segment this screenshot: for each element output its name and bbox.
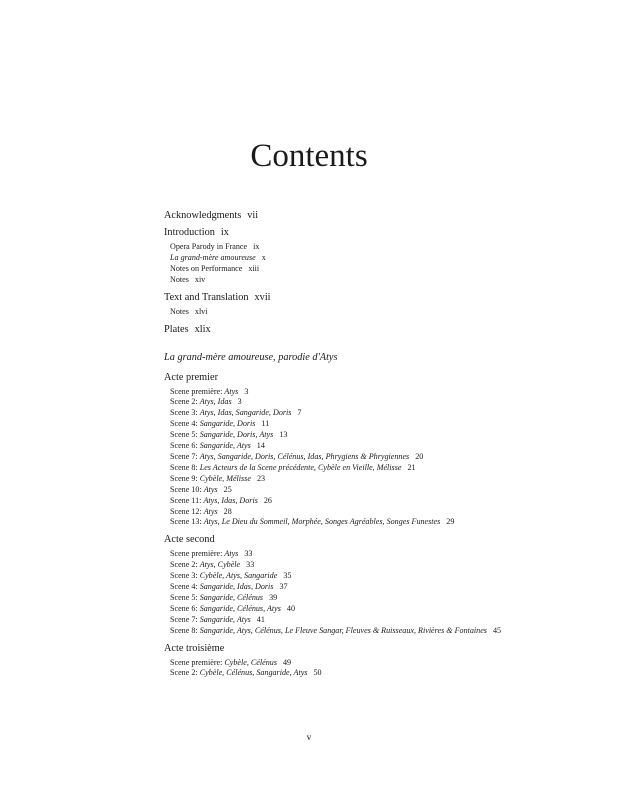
- work-title: La grand-mère amoureuse, parodie d'Atys: [164, 351, 338, 363]
- scene-characters: Atys: [203, 506, 218, 516]
- entry-page: vii: [247, 210, 259, 221]
- scene-label: Scene 12:: [170, 506, 202, 516]
- scene-label: Scene 13:: [170, 517, 202, 527]
- scene-entry[interactable]: [164, 463, 584, 474]
- act-heading[interactable]: Acte troisième: [164, 642, 225, 654]
- scene-characters: Cybèle, Célénus, Sangaride, Atys: [199, 668, 308, 678]
- scene-characters: Cybèle, Célénus: [224, 657, 277, 667]
- acts-list: [164, 370, 584, 680]
- scene-page: 29: [446, 517, 455, 527]
- scene-characters: Sangaride, Atys: [199, 441, 251, 451]
- scene-page: 3: [237, 397, 242, 407]
- page-number: v: [306, 733, 312, 743]
- scene-characters: Atys: [224, 549, 239, 559]
- scene-label: Scene 4:: [170, 582, 198, 592]
- scene-label: Scene 6:: [170, 603, 198, 613]
- toc-entry-text-and-translation[interactable]: [164, 290, 584, 306]
- scene-page: 49: [282, 657, 292, 667]
- scene-entry[interactable]: [164, 560, 584, 571]
- scene-entry[interactable]: [164, 668, 584, 679]
- scene-characters: Atys, Cybèle: [199, 560, 241, 570]
- act-heading[interactable]: Acte premier: [164, 371, 219, 383]
- scene-characters: Les Acteurs de la Scene précédente, Cybèle en Vieille, Mélisse: [199, 462, 402, 472]
- toc-entry-introduction[interactable]: [164, 225, 584, 241]
- scene-characters: Sangaride, Doris: [199, 419, 256, 429]
- scene-characters: Sangaride, Célénus: [199, 592, 264, 602]
- toc-subentry[interactable]: Notes xlvi: [170, 306, 208, 316]
- scene-characters: Atys, Sangaride, Doris, Célénus, Idas, Phrygiens & Phrygiennes: [199, 451, 410, 461]
- scene-label: Scene 7:: [170, 451, 198, 461]
- entry-page: xlix: [194, 323, 211, 335]
- scene-label: Scene 10:: [170, 484, 202, 494]
- toc-subentry[interactable]: La grand-mère amoureuse x: [170, 252, 266, 262]
- scene-entry[interactable]: [164, 452, 584, 463]
- scene-page: 40: [286, 603, 296, 613]
- toc-subentry[interactable]: Opera Parody in France ix: [170, 242, 260, 251]
- scene-entry[interactable]: [164, 549, 584, 560]
- scene-entry[interactable]: [164, 441, 584, 452]
- page-title: Contents: [250, 138, 368, 174]
- scene-characters: Sangaride, Atys: [199, 614, 251, 624]
- scene-entry[interactable]: [164, 507, 584, 518]
- scene-label: Scene 3:: [170, 571, 198, 581]
- scene-label: Scene 7:: [170, 614, 198, 624]
- scene-label: Scene 9:: [170, 473, 198, 483]
- scene-label: Scene 2:: [170, 668, 198, 678]
- scene-characters: Atys, Idas, Sangaride, Doris: [199, 408, 292, 418]
- scene-label: Scene 8:: [170, 625, 198, 635]
- entry-label: Acknowledgments: [164, 210, 242, 221]
- scene-characters: Sangaride, Doris, Atys: [199, 430, 274, 440]
- scene-page: 11: [261, 419, 270, 429]
- scene-page: 26: [263, 495, 272, 505]
- scene-label: Scene 5:: [170, 592, 198, 602]
- toc-subentry[interactable]: Notes on Performance xiii: [170, 263, 260, 273]
- entry-label: Introduction: [164, 227, 215, 238]
- scene-characters: Atys, Idas: [199, 397, 232, 407]
- scene-page: 20: [415, 451, 424, 461]
- scene-label: Scene première:: [170, 549, 223, 559]
- scene-characters: Atys: [203, 484, 218, 494]
- scene-entry[interactable]: [164, 658, 584, 669]
- scene-label: Scene première:: [170, 386, 223, 396]
- table-of-contents: [164, 208, 584, 683]
- scene-list: [164, 549, 584, 636]
- scene-entry[interactable]: [164, 419, 584, 430]
- entry-label: Plates: [164, 323, 189, 335]
- scene-entry[interactable]: [164, 571, 584, 582]
- scene-characters: Sangaride, Idas, Doris: [199, 582, 274, 592]
- scene-label: Scene 2:: [170, 397, 198, 407]
- scene-page: 33: [244, 549, 253, 559]
- scene-entry[interactable]: [164, 604, 584, 615]
- scene-page: 13: [279, 430, 288, 440]
- scene-page: 37: [279, 582, 288, 592]
- scene-page: 21: [407, 462, 416, 472]
- scene-entry[interactable]: [164, 485, 584, 496]
- scene-entry[interactable]: [164, 408, 584, 419]
- scene-label: Scene première:: [170, 657, 223, 667]
- scene-characters: Cybèle, Atys, Sangaride: [199, 571, 278, 581]
- scene-page: 41: [256, 614, 265, 624]
- scene-entry[interactable]: [164, 593, 584, 604]
- scene-characters: Atys, Le Dieu du Sommeil, Morphée, Songes Agréables, Songes Funestes: [203, 517, 441, 527]
- scene-entry[interactable]: [164, 582, 584, 593]
- scene-entry[interactable]: [164, 517, 584, 528]
- scene-page: 39: [269, 592, 278, 602]
- scene-page: 33: [246, 560, 255, 570]
- scene-entry[interactable]: [164, 474, 584, 485]
- scene-page: 3: [244, 386, 249, 396]
- scene-label: Scene 6:: [170, 441, 198, 451]
- scene-entry[interactable]: [164, 496, 584, 507]
- scene-entry[interactable]: [164, 626, 512, 637]
- scene-entry[interactable]: [164, 615, 584, 626]
- introduction-subentries: [164, 242, 584, 286]
- scene-characters: Atys, Idas, Doris: [203, 495, 258, 505]
- entry-label: Text and Translation: [164, 291, 249, 303]
- scene-entry[interactable]: [164, 430, 584, 441]
- scene-page: 23: [256, 473, 266, 483]
- scene-label: Scene 11:: [170, 495, 202, 505]
- text-subentries: [164, 307, 584, 318]
- scene-page: 45: [492, 625, 502, 635]
- scene-page: 35: [283, 571, 292, 581]
- toc-subentry[interactable]: Notes xiv: [170, 274, 206, 284]
- scene-label: Scene 5:: [170, 430, 198, 440]
- scene-list: [164, 658, 584, 680]
- scene-label: Scene 8:: [170, 462, 198, 472]
- scene-characters: Cybèle, Mélisse: [199, 473, 251, 483]
- scene-characters: Atys: [224, 386, 239, 396]
- act-heading[interactable]: Acte second: [164, 534, 215, 546]
- toc-entry-plates[interactable]: [164, 322, 584, 338]
- toc-entry-acknowledgments[interactable]: [164, 208, 584, 224]
- scene-entry[interactable]: [164, 397, 584, 408]
- scene-page: 7: [297, 408, 302, 418]
- scene-page: 25: [223, 484, 232, 494]
- scene-label: Scene 4:: [170, 419, 198, 429]
- scene-list: [164, 387, 584, 529]
- scene-page: 14: [256, 441, 265, 451]
- scene-entry[interactable]: [164, 387, 584, 398]
- scene-characters: Sangaride, Atys, Célénus, Le Fleuve Sangar, Fleuves & Ruisseaux, Rivières & Fontaines: [199, 625, 487, 635]
- entry-page: ix: [220, 227, 229, 238]
- scene-page: 50: [313, 668, 322, 678]
- entry-page: xvii: [254, 291, 271, 303]
- scene-label: Scene 3:: [170, 408, 198, 418]
- scene-page: 28: [223, 506, 232, 516]
- scene-label: Scene 2:: [170, 560, 198, 570]
- scene-characters: Sangaride, Célénus, Atys: [199, 603, 281, 613]
